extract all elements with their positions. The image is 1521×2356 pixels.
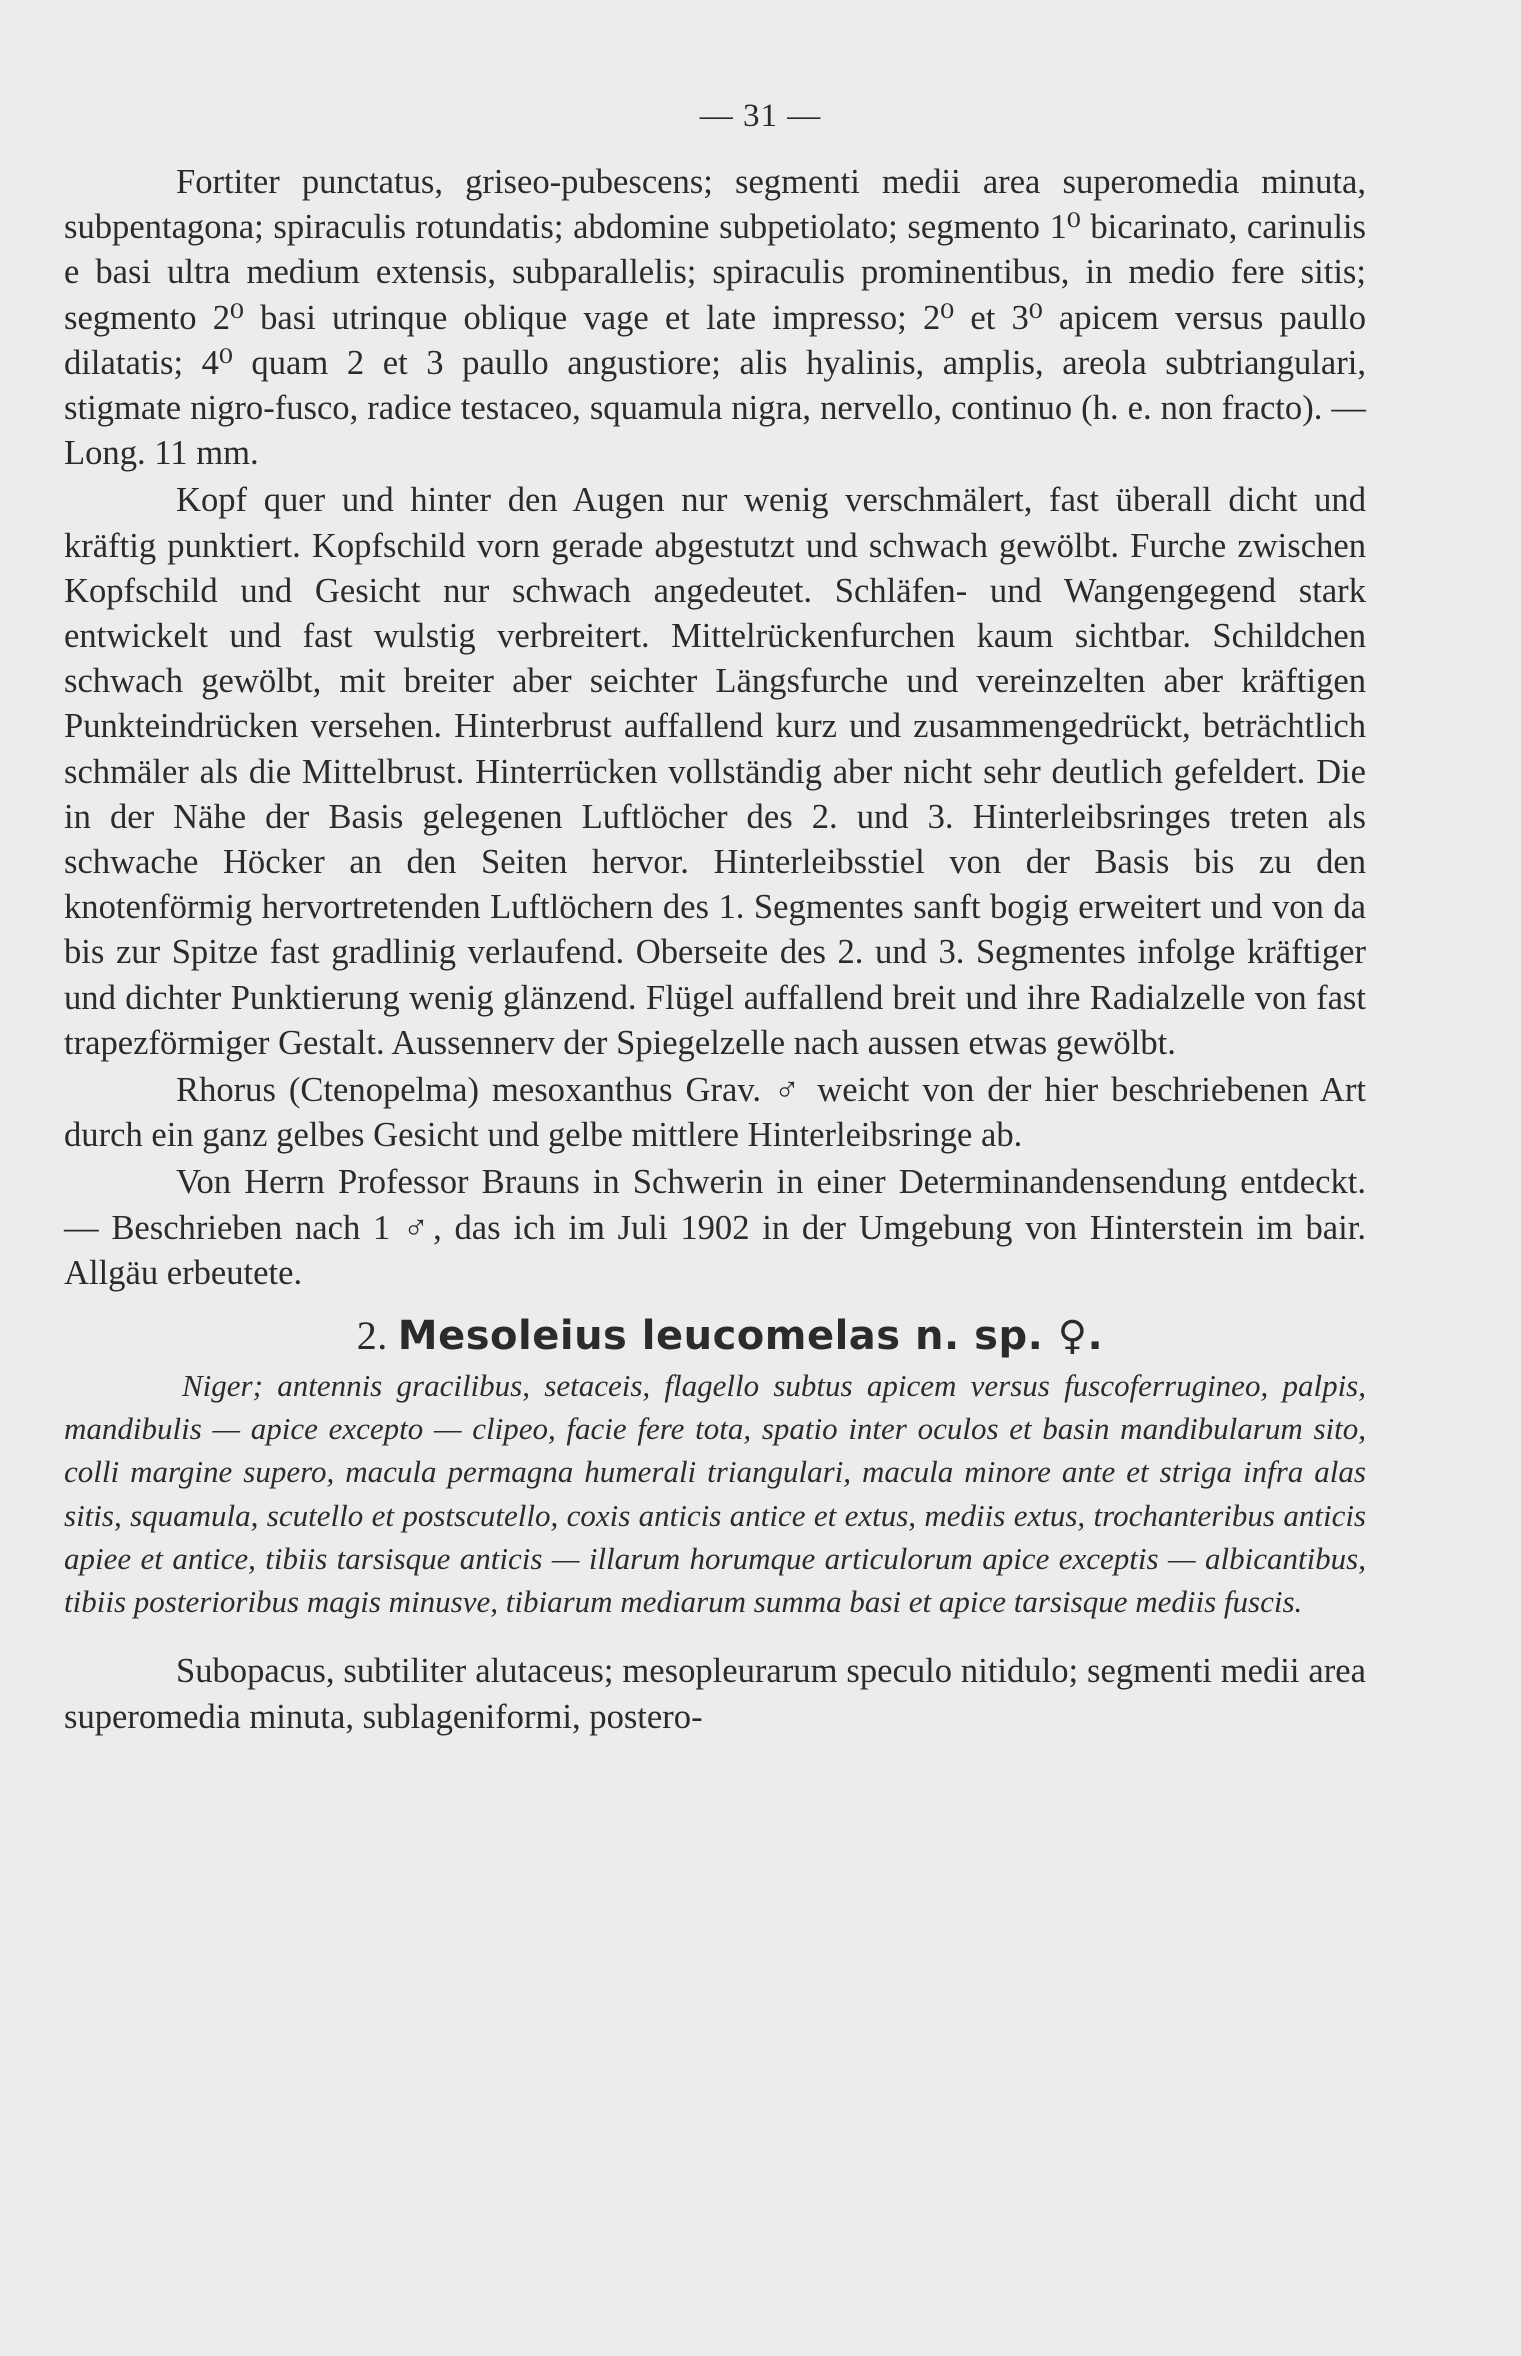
species-number: 2.: [356, 1313, 388, 1359]
species-latin-diagnosis-text: Niger; antennis gracilibus, setaceis, flagello subtus apicem versus fuscoferrugineo, palpis, mandibulis — apice excepto — clipeo, facie fere tota, spatio inter oculos et basin mandibularum sito, colli margine supero, macula permagna humerali triangulari, macula minore ante et striga infra alas sitis, squamula, scutello et postscutello, coxis anticis antice et extus, mediis extus, trochanteribus anticis apiee et antice, tibiis tarsisque anticis — illarum horumque articulorum apice exceptis — albicantibus, tibiis posterioribus magis minusve, tibiarum mediarum summa basi et apice tarsisque mediis fuscis.: [64, 1368, 1366, 1620]
german-description-text: Kopf quer und hinter den Augen nur wenig verschmälert, fast überall dicht und kräftig punktiert. Kopfschild vorn gerade abgestutzt und schwach gewölbt. Furche zwischen Kopfschild und Gesicht nur schwach angedeutet. Schläfen- und Wangengegend stark entwickelt und fast wulstig verbreitert. Mittelrückenfurchen kaum sichtbar. Schildchen schwach gewölbt, mit breiter aber seichter Längsfurche und vereinzelten aber kräftigen Punkteindrücken versehen. Hinterbrust auffallend kurz und zusammengedrückt, beträchtlich schmäler als die Mittelbrust. Hinterrücken vollständig aber nicht sehr deutlich gefeldert. Die in der Nähe der Basis gelegenen Luftlöcher des 2. und 3. Hinterleibsringes treten als schwache Höcker an den Seiten hervor. Hinterleibsstiel von der Basis bis zu den knotenförmig hervortretenden Luftlöchern des 1. Segmentes sanft bogig erweitert und von da bis zur Spitze fast gradlinig verlaufend. Oberseite des 2. und 3. Segmentes infolge kräftiger und dichter Punktierung wenig glänzend. Flügel auffallend breit und ihre Radialzelle von fast trapezförmiger Gestalt. Aussennerv der Spiegelzelle nach aussen etwas gewölbt.: [64, 481, 1366, 1062]
page-body: [64, 160, 1366, 1740]
page-number: — 31 —: [699, 98, 822, 134]
comparison-paragraph: [64, 1068, 1366, 1158]
surface-description-text: Subopacus, subtiliter alutaceus; mesopleurarum speculo nitidulo; segmenti medii area superomedia minuta, sublageniformi, postero-: [64, 1652, 1366, 1736]
german-description-paragraph: [64, 478, 1366, 1066]
species-heading: [64, 1310, 1366, 1362]
surface-description-paragraph: [64, 1649, 1366, 1739]
species-title: Mesoleius leucomelas n. sp. ♀.: [397, 1313, 1104, 1360]
latin-description-text: Fortiter punctatus, griseo-pubescens; segmenti medii area superomedia minuta, subpentagona; spiraculis rotundatis; abdomine subpetiolato; segmento 1⁰ bicarinato, carinulis e basi ultra medium extensis, subparallelis; spiraculis prominentibus, in medio fere sitis; segmento 2⁰ basi utrinque oblique vage et late impresso; 2⁰ et 3⁰ apicem versus paullo dilatatis; 4⁰ quam 2 et 3 paullo angustiore; alis hyalinis, amplis, areola subtriangulari, stigmate nigro-fusco, radice testaceo, squamula nigra, nervello, continuo (h. e. non fracto). — Long. 11 mm.: [64, 163, 1366, 473]
latin-description-paragraph: [64, 160, 1366, 476]
collection-note-text: Von Herrn Professor Brauns in Schwerin in einer Determinandensendung entdeckt. — Beschrieben nach 1 ♂, das ich im Juli 1902 in der Umgebung von Hinterstein im bair. Allgäu erbeutete.: [64, 1163, 1366, 1292]
collection-note-paragraph: [64, 1160, 1366, 1296]
species-latin-diagnosis: [64, 1364, 1366, 1623]
comparison-text: Rhorus (Ctenopelma) mesoxanthus Grav. ♂ weicht von der hier beschriebenen Art durch ein ganz gelbes Gesicht und gelbe mittlere Hinterleibsringe ab.: [64, 1071, 1366, 1155]
